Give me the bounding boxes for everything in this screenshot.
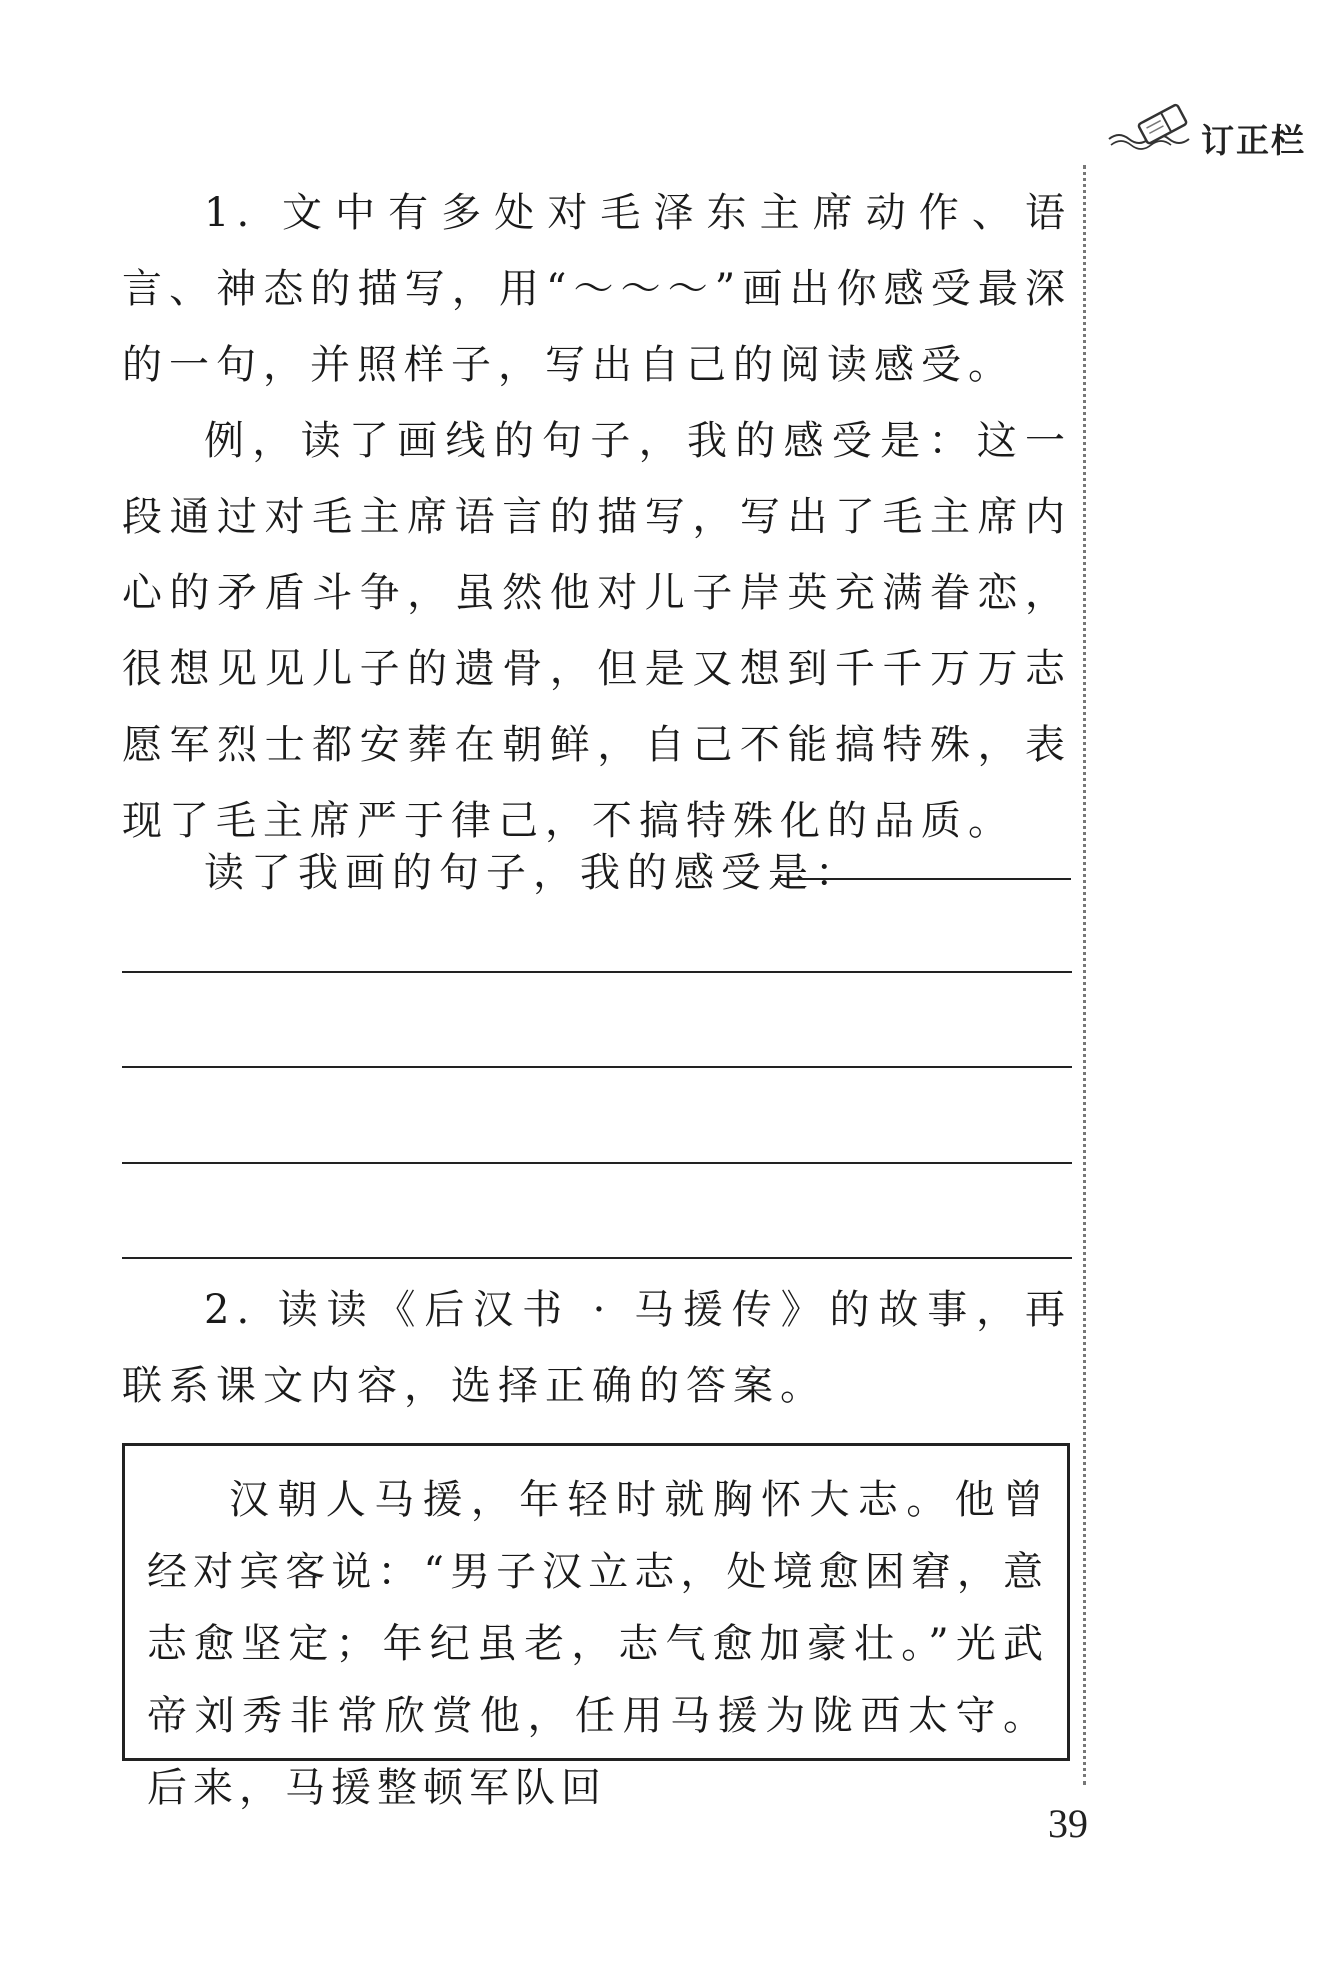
question-1-text: 1. 文中有多处对毛泽东主席动作、语言、神态的描写，用“～～～”画出你感受最深的一句，并照样子，写出自己的阅读感受。: [122, 190, 1072, 388]
answer-line[interactable]: [122, 1162, 1072, 1164]
correction-column-label: 订正栏: [1201, 121, 1306, 160]
answer-line[interactable]: [122, 1257, 1072, 1259]
correction-column-divider: [1083, 165, 1086, 1785]
answer-line[interactable]: [122, 971, 1072, 973]
page-number: 39: [1048, 1801, 1088, 1846]
pencil-eraser-icon: [1105, 95, 1205, 155]
example-answer: 例，读了画线的句子，我的感受是：这一段通过对毛主席语言的描写，写出了毛主席内心的矛盾斗争，虽然他对儿子岸英充满眷恋，很想见见儿子的遗骨，但是又想到千千万万志愿军烈士都安葬在朝鲜，自己不能搞特殊，表现了毛主席严于律己，不搞特殊化的品质。: [122, 418, 1072, 844]
answer-prompt: 读了我画的句子，我的感受是：: [204, 850, 862, 896]
story-text: 汉朝人马援，年轻时就胸怀大志。他曾经对宾客说：“男子汉立志，处境愈困窘，意志愈坚定；年纪虽老，志气愈加豪壮。”光武帝刘秀非常欣赏他，任用马援为陇西太守。后来，马援整顿军队回: [147, 1477, 1049, 1811]
story-box: [122, 1443, 1070, 1811]
answer-line[interactable]: [122, 1066, 1072, 1068]
answer-line[interactable]: [775, 878, 1071, 880]
correction-column-header: [1105, 95, 1315, 165]
question-2-text: 2. 读读《后汉书 · 马援传》的故事，再联系课文内容，选择正确的答案。: [122, 1287, 1072, 1409]
